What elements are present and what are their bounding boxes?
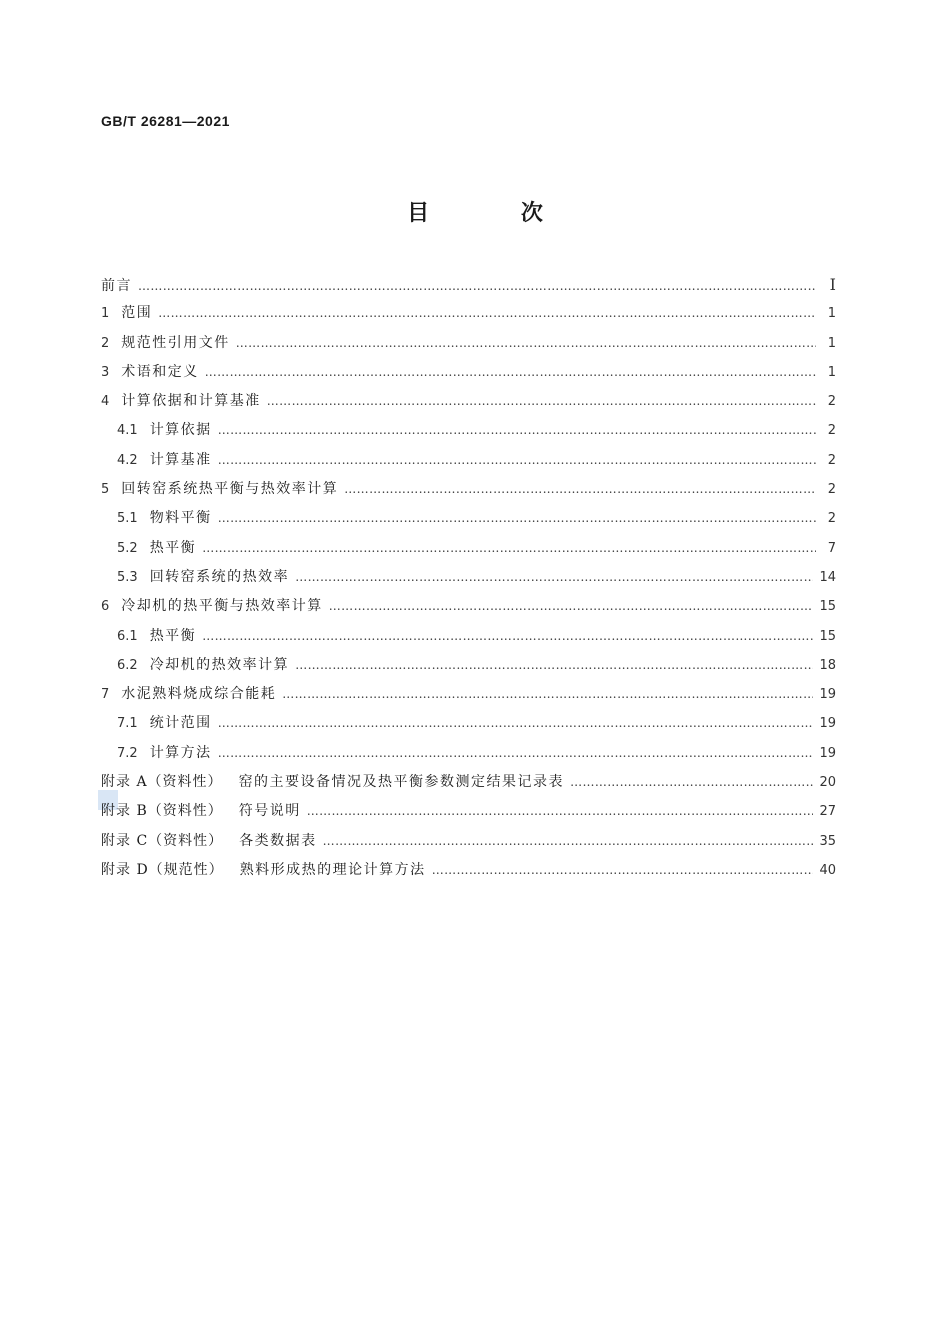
toc-entry-5[interactable] xyxy=(101,475,836,504)
toc-number: 7 xyxy=(101,687,110,703)
toc-entry-6-1[interactable] xyxy=(101,622,836,651)
toc-leader xyxy=(218,416,816,445)
toc-leader xyxy=(202,534,816,563)
toc-number: 7.2 xyxy=(117,745,138,761)
toc-entry-6-2[interactable] xyxy=(101,651,836,680)
toc-label: 冷却机的热效率计算 xyxy=(149,656,290,673)
toc-leader xyxy=(295,563,813,592)
toc-entry-7-1[interactable] xyxy=(101,709,836,738)
toc-number: 5.3 xyxy=(117,569,138,585)
table-of-contents xyxy=(101,270,836,885)
toc-appendix-label: 附录 D（规范性） xyxy=(101,861,224,878)
toc-number: 4.1 xyxy=(117,423,138,439)
standard-code: GB/T 26281—2021 xyxy=(101,113,230,129)
toc-page: 35 xyxy=(819,833,836,849)
toc-leader xyxy=(432,856,814,885)
toc-leader xyxy=(218,709,814,738)
toc-page: 7 xyxy=(827,540,836,556)
toc-leader xyxy=(138,272,816,301)
toc-number: 5 xyxy=(101,482,110,498)
toc-leader xyxy=(218,504,816,533)
toc-appendix-label: 附录 B（资料性） xyxy=(101,803,223,820)
toc-entry-5-1[interactable] xyxy=(101,504,836,533)
toc-label: 熟料形成热的理论计算方法 xyxy=(239,861,426,878)
toc-label: 计算基准 xyxy=(149,451,212,468)
toc-number: 4.2 xyxy=(117,452,138,468)
toc-number: 6 xyxy=(101,599,110,615)
page-title: 目 次 xyxy=(407,201,585,226)
toc-leader xyxy=(218,446,816,475)
toc-label: 规范性引用文件 xyxy=(121,334,230,351)
toc-page: 2 xyxy=(827,423,836,439)
toc-label: 水泥熟料烧成综合能耗 xyxy=(121,686,277,703)
toc-entry-7[interactable] xyxy=(101,680,836,709)
toc-entry-4-2[interactable] xyxy=(101,446,836,475)
toc-page: 2 xyxy=(827,394,836,410)
toc-page: 2 xyxy=(827,482,836,498)
toc-entry-4-1[interactable] xyxy=(101,416,836,445)
toc-entry-7-2[interactable] xyxy=(101,739,836,768)
toc-appendix-label: 附录 C（资料性） xyxy=(101,832,224,849)
toc-number: 7.1 xyxy=(117,716,138,732)
toc-page: 19 xyxy=(819,687,836,703)
toc-label: 热平衡 xyxy=(149,627,197,644)
toc-label: 回转窑系统的热效率 xyxy=(149,568,290,585)
toc-label: 冷却机的热平衡与热效率计算 xyxy=(121,598,323,615)
toc-label: 统计范围 xyxy=(149,715,212,732)
toc-page: 1 xyxy=(827,335,836,351)
toc-page: 19 xyxy=(819,716,836,732)
toc-leader xyxy=(158,299,816,328)
toc-entry-appendix-a[interactable] xyxy=(101,768,836,797)
toc-leader xyxy=(344,475,816,504)
toc-number: 1 xyxy=(101,306,110,322)
toc-page: 40 xyxy=(819,862,836,878)
toc-leader xyxy=(295,651,813,680)
toc-leader xyxy=(329,592,814,621)
toc-entry-appendix-d[interactable] xyxy=(101,856,836,885)
toc-leader xyxy=(307,797,814,826)
toc-page: 15 xyxy=(819,599,836,615)
toc-label: 计算方法 xyxy=(149,744,212,761)
toc-page: 1 xyxy=(827,364,836,380)
toc-leader xyxy=(267,387,816,416)
toc-entry-appendix-c[interactable] xyxy=(101,827,836,856)
toc-page: 19 xyxy=(819,745,836,761)
toc-entry-1[interactable] xyxy=(101,299,836,328)
toc-page: 20 xyxy=(819,775,836,791)
toc-number: 3 xyxy=(101,364,110,380)
toc-number: 6.1 xyxy=(117,628,138,644)
toc-label: 窑的主要设备情况及热平衡参数测定结果记录表 xyxy=(238,774,565,791)
toc-entry-foreword[interactable] xyxy=(101,270,836,299)
toc-label: 回转窑系统热平衡与热效率计算 xyxy=(121,481,339,498)
toc-page: 15 xyxy=(819,628,836,644)
toc-leader xyxy=(282,680,813,709)
toc-entry-appendix-b[interactable] xyxy=(101,797,836,826)
toc-label: 计算依据和计算基准 xyxy=(121,393,261,410)
toc-label: 术语和定义 xyxy=(121,363,199,380)
toc-label: 前言 xyxy=(101,278,132,294)
toc-label: 计算依据 xyxy=(149,422,212,439)
toc-entry-5-2[interactable] xyxy=(101,534,836,563)
toc-number: 2 xyxy=(101,335,110,351)
toc-number: 5.2 xyxy=(117,540,138,556)
toc-entry-4[interactable] xyxy=(101,387,836,416)
toc-page: 2 xyxy=(827,452,836,468)
toc-page: 1 xyxy=(827,306,836,322)
toc-entry-5-3[interactable] xyxy=(101,563,836,592)
toc-leader xyxy=(218,739,814,768)
toc-label: 符号说明 xyxy=(238,803,301,820)
toc-page: I xyxy=(829,275,836,294)
toc-entry-6[interactable] xyxy=(101,592,836,621)
toc-page: 2 xyxy=(827,511,836,527)
toc-number: 6.2 xyxy=(117,657,138,673)
toc-label: 各类数据表 xyxy=(239,832,317,849)
toc-page: 18 xyxy=(819,657,836,673)
toc-entry-3[interactable] xyxy=(101,358,836,387)
toc-number: 4 xyxy=(101,394,110,410)
toc-page: 14 xyxy=(819,569,836,585)
toc-leader xyxy=(570,768,813,797)
toc-leader xyxy=(202,622,813,651)
toc-label: 物料平衡 xyxy=(149,510,212,527)
toc-leader xyxy=(236,329,816,358)
toc-leader xyxy=(323,827,814,856)
toc-entry-2[interactable] xyxy=(101,329,836,358)
toc-number: 5.1 xyxy=(117,511,138,527)
toc-label: 热平衡 xyxy=(149,539,197,556)
toc-label: 范围 xyxy=(121,305,153,322)
toc-appendix-label: 附录 A（资料性） xyxy=(101,774,223,791)
toc-leader xyxy=(205,358,816,387)
toc-page: 27 xyxy=(819,804,836,820)
